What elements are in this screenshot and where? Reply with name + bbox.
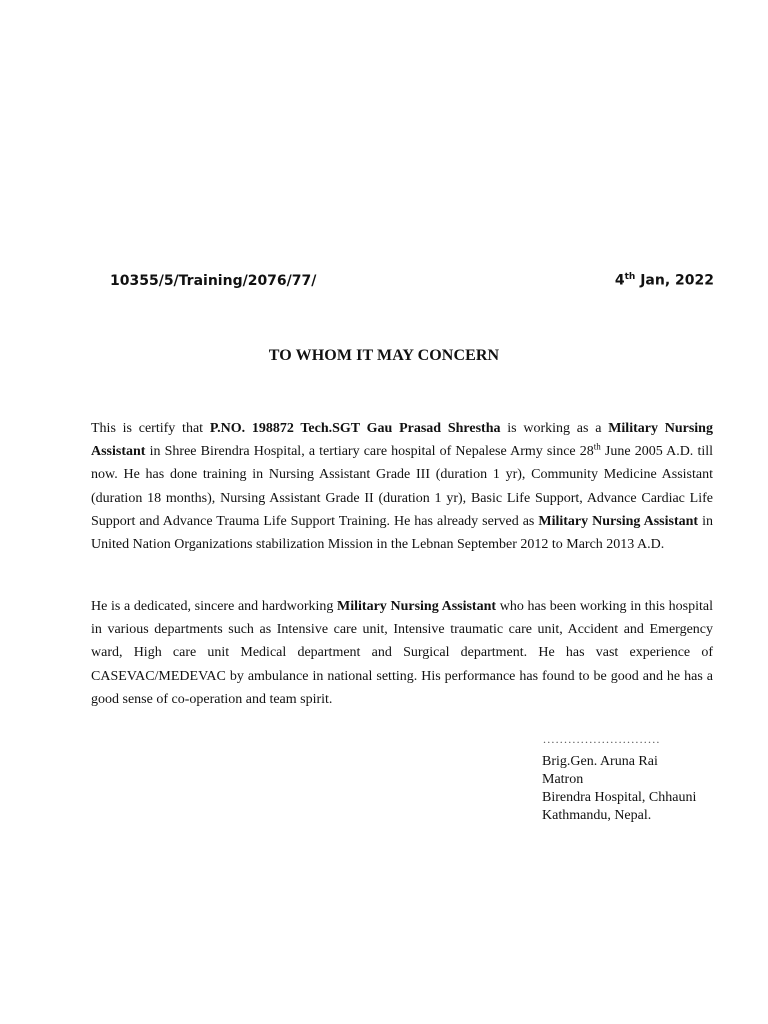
- letter-title: TO WHOM IT MAY CONCERN: [268, 347, 500, 364]
- signature-block: [542, 753, 696, 825]
- p2-text-2: who has been working in this hospital in various departments such as Intensive care unit, Intensive traumatic care unit, Accident and Emergency ward, High care unit Medical department and Surgical department. He has vast experience of CASEVAC/MEDEVAC by ambulance in national setting. His performance has found to be good and he has a good sense of co-operation and team spirit.: [91, 599, 713, 707]
- reference-line: [110, 272, 714, 289]
- p1-ordinal: th: [593, 441, 601, 452]
- signatory-name: Brig.Gen. Aruna Rai: [542, 754, 658, 769]
- p1-text-4: June 2005 A.D. till now. He has done training in Nursing Assistant Grade III (duration 1 yr), Community Medicine Assistant (duration 18 months), Nursing Assistant Grade II (duration 1 yr), Basic Life Support, Advance Cardiac Life Support and Advance Trauma Life Support Training. He has already served as: [91, 444, 713, 529]
- p1-text-2: is working as a: [500, 421, 609, 436]
- paragraph-1: [91, 417, 713, 556]
- letter-date: [615, 272, 714, 289]
- reference-number: 10355/5/Training/2076/77/: [110, 272, 317, 289]
- paragraph-2: [91, 595, 713, 711]
- p1-text-5: in United Nation Organizations stabilization Mission in the Lebnan September 2012 to March 2013 A.D.: [91, 513, 713, 553]
- date-rest: Jan, 2022: [635, 272, 714, 289]
- p2-text-1: He is a dedicated, sincere and hardworking: [91, 599, 338, 614]
- job-title: Military Nursing Assistant: [337, 599, 497, 614]
- p1-text-3: in Shree Birendra Hospital, a tertiary care hospital of Nepalese Army since 28: [145, 444, 594, 460]
- date-day: 4: [614, 272, 625, 289]
- signatory-organization: Birendra Hospital, Chhauni: [542, 790, 697, 805]
- signatory-position: Matron: [542, 772, 584, 787]
- signature-line: ............................: [543, 732, 661, 746]
- job-title: Military Nursing Assistant: [91, 421, 713, 460]
- employee-identity: P.NO. 198872 Tech.SGT Gau Prasad Shrestha: [209, 421, 501, 436]
- date-ordinal: th: [624, 272, 636, 282]
- p1-text-1: This is certify that: [91, 421, 210, 436]
- signatory-location: Kathmandu, Nepal.: [542, 808, 652, 823]
- job-title: Military Nursing Assistant: [538, 513, 699, 529]
